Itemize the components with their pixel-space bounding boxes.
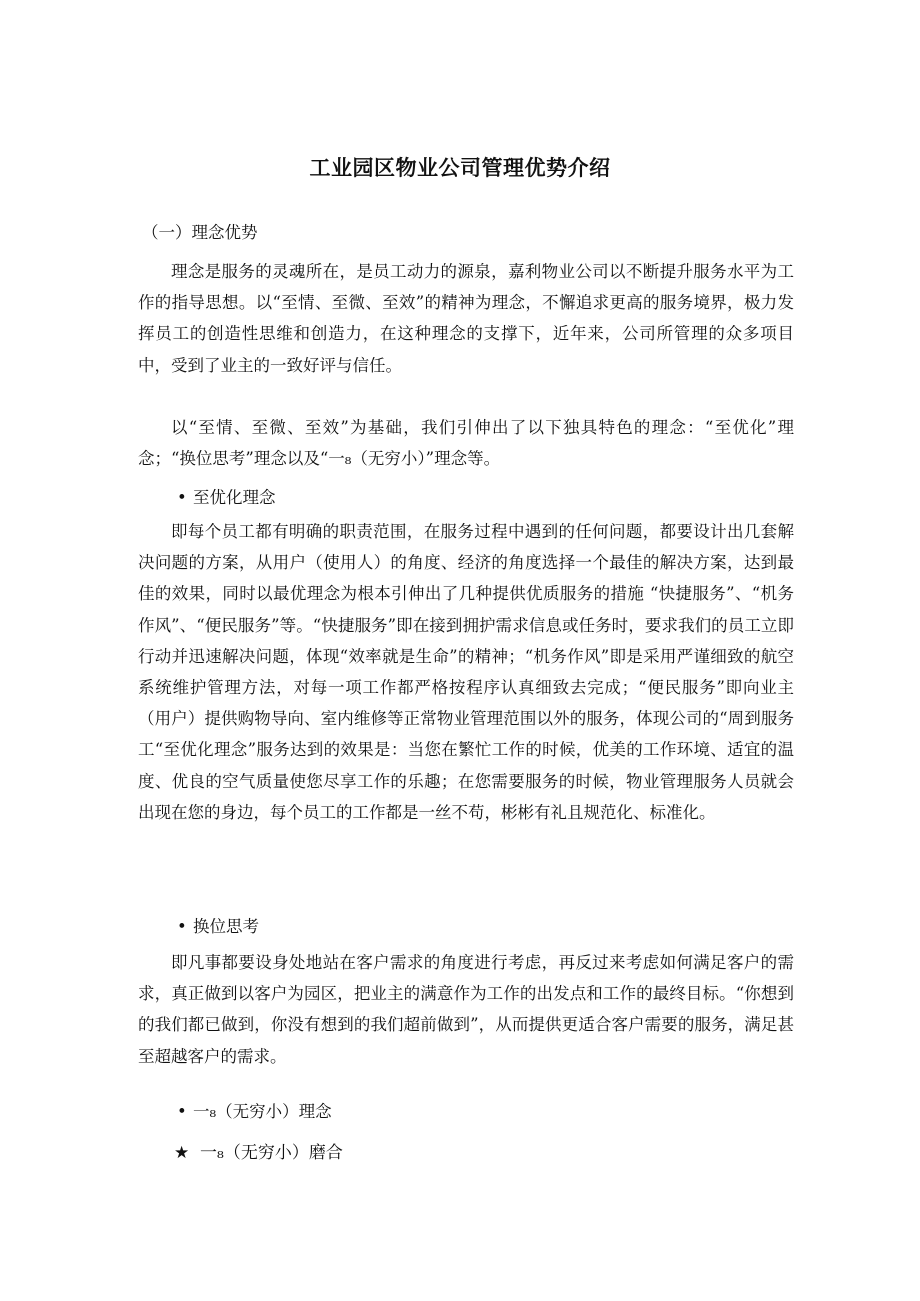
paragraph-empathy: 即凡事都要设身处地站在客户需求的角度进行考虑，再反过来考虑如何满足客户的需求，真正做到以客户为园区，把业主的满意作为工作的出发点和工作的最终目标。“你想到的我们都已做到，你没有想到的我们超前做到”，从而提供更适合客户需要的服务，满足甚至超越客户的需求。 <box>138 953 794 1066</box>
paragraph-concepts: 以“至情、至微、至效”为基础，我们引伸出了以下独具特色的理念：“至优化”理念；“换位思考”理念以及“一₈（无穷小）”理念等。 <box>138 418 794 469</box>
star-icon: ★ <box>174 1143 190 1163</box>
section-heading: （一）理念优势 <box>142 223 258 242</box>
star-item-label: 一₈（无穷小）磨合 <box>200 1143 343 1163</box>
star-item-infinitesimal-fit <box>174 1138 343 1163</box>
paragraph-intro: 理念是服务的灵魂所在，是员工动力的源泉，嘉利物业公司以不断提升服务水平为工作的指导思想。以“至情、至微、至效”的精神为理念，不懈追求更高的服务境界，极力发挥员工的创造性思维和创造力，在这种理念的支撑下，近年来，公司所管理的众多项目中，受到了业主的一致好评与信任。 <box>138 262 794 375</box>
bullet-icon: • <box>177 917 187 936</box>
bullet-icon: • <box>177 1102 187 1121</box>
bullet-icon: • <box>177 488 187 507</box>
bullet-item-infinitesimal <box>177 1098 332 1122</box>
paragraph-optimization: 即每个员工都有明确的职责范围，在服务过程中遇到的任何问题，都要设计出几套解决问题的方案，从用户（使用人）的角度、经济的角度选择一个最佳的解决方案，达到最佳的效果，同时以最优理念为根本引伸出了几种提供优质服务的措施 “快捷服务”、“机务作风”、“便民服务”等。“快捷服务”即在接到拥护需求信息或任务时，要求我们的员工立即行动并迅速解决问题，体现“效率就是生命”的精神；“机务作风”即是采用严谨细致的航空系统维护管理方法，对每一项工作都严格按程序认真细致去完成；“便民服务”即向业主（用户）提供购物导向、室内维修等正常物业管理范围以外的服务，体现公司的“周到服务工“至优化理念”服务达到的效果是：当您在繁忙工作的时候，优美的工作环境、适宜的温度、优良的空气质量使您尽享工作的乐趣；在您需要服务的时候，物业管理服务人员就会出现在您的身边，每个员工的工作都是一丝不苟，彬彬有礼且规范化、标准化。 <box>138 522 794 822</box>
document-title: 工业园区物业公司管理优势介绍 <box>309 156 611 180</box>
bullet-item-empathy <box>177 913 259 937</box>
bullet-label: 换位思考 <box>193 917 259 936</box>
bullet-item-optimization <box>177 484 276 508</box>
bullet-label: 一₈（无穷小）理念 <box>193 1102 332 1121</box>
bullet-label: 至优化理念 <box>193 488 276 507</box>
